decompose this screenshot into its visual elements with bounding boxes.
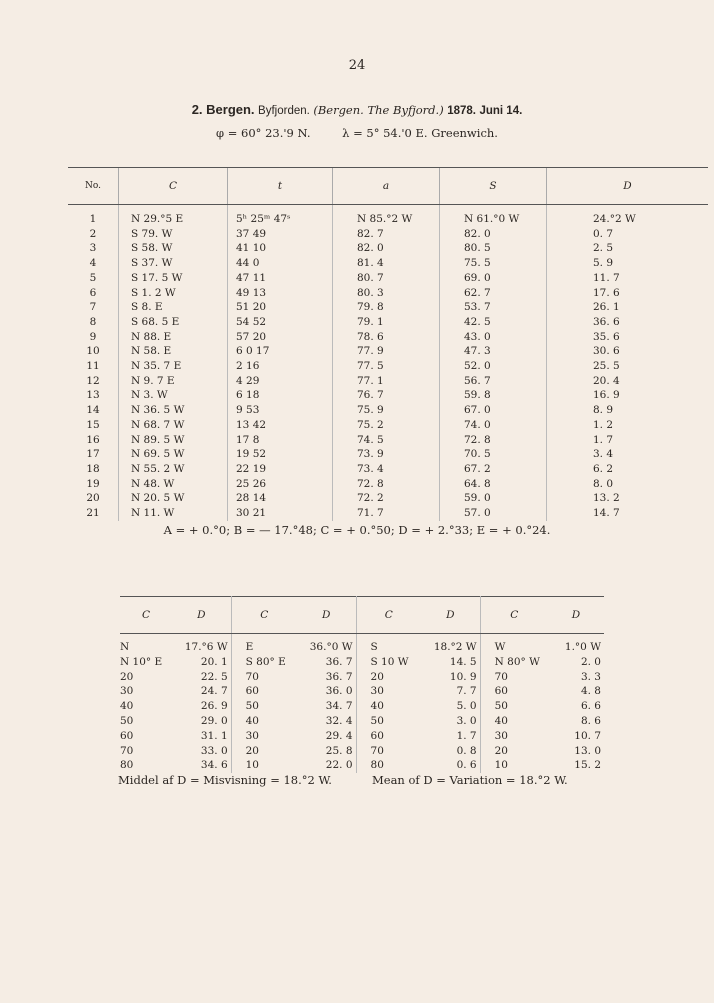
obs-c-cell: N 29.°5 E bbox=[119, 205, 228, 227]
header-no: No. bbox=[68, 168, 119, 205]
obs-no-cell: 4 bbox=[89, 257, 97, 270]
dev-d-cell: 31. 1 bbox=[172, 729, 231, 744]
obs-s-cell: 74. 0 bbox=[440, 418, 547, 433]
dev-header-c3: C bbox=[356, 597, 421, 634]
obs-d-cell: 24.°2 W bbox=[547, 205, 709, 227]
obs-s-cell: 67. 2 bbox=[440, 462, 547, 477]
footer-english: Mean of D = Variation = 18.°2 W. bbox=[372, 773, 568, 787]
dev-c-cell: 20 bbox=[370, 670, 384, 683]
dev-c-cell: 60 bbox=[120, 729, 134, 742]
observation-row bbox=[68, 271, 708, 286]
observation-row bbox=[68, 315, 708, 330]
dev-header-d3: D bbox=[421, 597, 480, 634]
dev-d-cell: 3. 0 bbox=[421, 714, 480, 729]
dev-d-cell: 2. 0 bbox=[580, 655, 601, 668]
obs-a-cell: 74. 5 bbox=[333, 433, 440, 448]
obs-t-cell: 6 0 17 bbox=[228, 344, 333, 359]
obs-d-cell: 5. 9 bbox=[547, 256, 709, 271]
dev-d-cell: 6. 6 bbox=[580, 700, 601, 713]
obs-s-cell: 56. 7 bbox=[440, 374, 547, 389]
dev-d-cell: 34. 6 bbox=[172, 758, 231, 773]
obs-a-cell: N 85.°2 W bbox=[333, 205, 440, 227]
obs-no-cell: 21 bbox=[86, 507, 100, 520]
obs-no-cell: 20 bbox=[86, 492, 100, 505]
obs-no-cell: 8 bbox=[89, 315, 97, 328]
place-name: Byfjorden. bbox=[258, 105, 310, 117]
dev-d-cell: 24. 7 bbox=[172, 684, 231, 699]
deviation-row bbox=[120, 729, 604, 744]
obs-t-cell: 54 52 bbox=[228, 315, 333, 330]
obs-s-cell: 47. 3 bbox=[440, 344, 547, 359]
obs-s-cell: N 61.°0 W bbox=[440, 205, 547, 227]
dev-c-cell: 50 bbox=[494, 700, 508, 713]
deviation-row bbox=[120, 744, 604, 759]
dev-c-cell: E bbox=[245, 641, 254, 653]
obs-t-cell: 51 20 bbox=[228, 300, 333, 315]
obs-no-cell: 12 bbox=[86, 374, 100, 387]
obs-a-cell: 71. 7 bbox=[333, 506, 440, 521]
dev-c-cell: 80 bbox=[370, 759, 384, 772]
dev-c-cell: 30 bbox=[494, 729, 508, 742]
obs-s-cell: 57. 0 bbox=[440, 506, 547, 521]
obs-t-cell: 4 29 bbox=[228, 374, 333, 389]
obs-no-cell: 11 bbox=[86, 360, 100, 373]
obs-s-cell: 62. 7 bbox=[440, 286, 547, 301]
dev-d-cell: 8. 6 bbox=[580, 714, 601, 727]
obs-a-cell: 80. 7 bbox=[333, 271, 440, 286]
obs-t-cell: 6 18 bbox=[228, 388, 333, 403]
dev-d-cell: 22. 0 bbox=[297, 758, 356, 773]
obs-s-cell: 53. 7 bbox=[440, 300, 547, 315]
dev-c-cell: 30 bbox=[370, 685, 384, 698]
dev-c-cell: 80 bbox=[120, 759, 134, 772]
coordinate-line bbox=[0, 126, 714, 140]
obs-a-cell: 73. 4 bbox=[333, 462, 440, 477]
obs-a-cell: 76. 7 bbox=[333, 388, 440, 403]
obs-c-cell: S 58. W bbox=[119, 241, 228, 256]
observation-row bbox=[68, 241, 708, 256]
obs-c-cell: N 68. 7 W bbox=[119, 418, 228, 433]
dev-c-cell: 70 bbox=[494, 670, 508, 683]
observations-table bbox=[68, 167, 708, 521]
obs-d-cell: 14. 7 bbox=[547, 506, 709, 521]
obs-t-cell: 57 20 bbox=[228, 330, 333, 345]
obs-a-cell: 79. 8 bbox=[333, 300, 440, 315]
page-number: 24 bbox=[348, 58, 366, 73]
observation-row bbox=[68, 491, 708, 506]
dev-c-cell: 70 bbox=[245, 670, 259, 683]
dev-header-d2: D bbox=[297, 597, 356, 634]
footer-norwegian: Middel af D = Misvisning = 18.°2 W. bbox=[118, 773, 332, 787]
observation-row bbox=[68, 344, 708, 359]
obs-d-cell: 1. 2 bbox=[547, 418, 709, 433]
obs-a-cell: 79. 1 bbox=[333, 315, 440, 330]
dev-d-cell: 20. 1 bbox=[172, 655, 231, 670]
dev-c-cell: 20 bbox=[494, 744, 508, 757]
obs-t-cell: 44 0 bbox=[228, 256, 333, 271]
obs-d-cell: 1. 7 bbox=[547, 433, 709, 448]
dev-c-cell: 40 bbox=[494, 714, 508, 727]
dev-d-cell: 36. 0 bbox=[297, 684, 356, 699]
obs-no-cell: 10 bbox=[86, 345, 100, 358]
obs-d-cell: 35. 6 bbox=[547, 330, 709, 345]
observation-row bbox=[68, 374, 708, 389]
deviation-row bbox=[120, 634, 604, 655]
observation-row bbox=[68, 506, 708, 521]
dev-header-c1: C bbox=[120, 597, 172, 634]
observation-row bbox=[68, 330, 708, 345]
observation-row bbox=[68, 433, 708, 448]
obs-no-cell: 16 bbox=[86, 433, 100, 446]
obs-d-cell: 2. 5 bbox=[547, 241, 709, 256]
obs-c-cell: N 55. 2 W bbox=[119, 462, 228, 477]
observation-row bbox=[68, 300, 708, 315]
observation-row bbox=[68, 388, 708, 403]
dev-d-cell: 0. 8 bbox=[421, 744, 480, 759]
dev-c-cell: 50 bbox=[370, 714, 384, 727]
obs-a-cell: 81. 4 bbox=[333, 256, 440, 271]
obs-c-cell: N 88. E bbox=[119, 330, 228, 345]
dev-c-cell: 30 bbox=[120, 685, 134, 698]
dev-c-cell: S bbox=[370, 641, 378, 653]
obs-d-cell: 36. 6 bbox=[547, 315, 709, 330]
obs-d-cell: 26. 1 bbox=[547, 300, 709, 315]
obs-no-cell: 13 bbox=[86, 389, 100, 402]
obs-no-cell: 1 bbox=[89, 213, 97, 225]
dev-c-cell: 20 bbox=[120, 670, 134, 683]
deviation-row bbox=[120, 714, 604, 729]
obs-d-cell: 6. 2 bbox=[547, 462, 709, 477]
obs-a-cell: 75. 2 bbox=[333, 418, 440, 433]
obs-no-cell: 19 bbox=[86, 477, 100, 490]
dev-c-cell: 40 bbox=[245, 714, 259, 727]
obs-c-cell: S 8. E bbox=[119, 300, 228, 315]
obs-c-cell: N 69. 5 W bbox=[119, 447, 228, 462]
dev-c-cell: 40 bbox=[120, 700, 134, 713]
dev-d-cell: 25. 8 bbox=[297, 744, 356, 759]
obs-s-cell: 52. 0 bbox=[440, 359, 547, 374]
obs-t-cell: 13 42 bbox=[228, 418, 333, 433]
deviation-table bbox=[120, 596, 604, 773]
obs-a-cell: 72. 8 bbox=[333, 477, 440, 492]
dev-c-cell: N 80° W bbox=[494, 655, 540, 668]
deviation-header-row bbox=[120, 597, 604, 634]
constants-line: A = + 0.°0; B = — 17.°48; C = + 0.°50; D = + 2.°33; E = + 0.°24. bbox=[163, 523, 551, 537]
dev-d-cell: 5. 0 bbox=[421, 699, 480, 714]
obs-c-cell: S 79. W bbox=[119, 227, 228, 242]
obs-a-cell: 82. 0 bbox=[333, 241, 440, 256]
dev-d-cell: 17.°6 W bbox=[172, 634, 231, 655]
obs-c-cell: N 36. 5 W bbox=[119, 403, 228, 418]
obs-d-cell: 25. 5 bbox=[547, 359, 709, 374]
dev-c-cell: 30 bbox=[245, 729, 259, 742]
observation-row bbox=[68, 403, 708, 418]
obs-a-cell: 72. 2 bbox=[333, 491, 440, 506]
obs-t-cell: 9 53 bbox=[228, 403, 333, 418]
dev-d-cell: 32. 4 bbox=[297, 714, 356, 729]
obs-c-cell: S 1. 2 W bbox=[119, 286, 228, 301]
obs-no-cell: 14 bbox=[86, 404, 100, 417]
obs-a-cell: 80. 3 bbox=[333, 286, 440, 301]
obs-s-cell: 69. 0 bbox=[440, 271, 547, 286]
obs-d-cell: 0. 7 bbox=[547, 227, 709, 242]
obs-s-cell: 42. 5 bbox=[440, 315, 547, 330]
latitude: φ = 60° 23.'9 N. bbox=[216, 126, 311, 140]
dev-d-cell: 34. 7 bbox=[297, 699, 356, 714]
obs-c-cell: S 37. W bbox=[119, 256, 228, 271]
obs-s-cell: 70. 5 bbox=[440, 447, 547, 462]
obs-t-cell: 2 16 bbox=[228, 359, 333, 374]
deviation-row bbox=[120, 758, 604, 773]
dev-c-cell: N bbox=[120, 641, 130, 653]
dev-c-cell: 50 bbox=[245, 700, 259, 713]
dev-header-d4: D bbox=[548, 597, 604, 634]
deviation-row bbox=[120, 655, 604, 670]
header-s: S bbox=[440, 168, 547, 205]
dev-d-cell: 36.°0 W bbox=[297, 634, 356, 655]
obs-t-cell: 30 21 bbox=[228, 506, 333, 521]
header-t: t bbox=[228, 168, 333, 205]
observation-row bbox=[68, 359, 708, 374]
obs-s-cell: 67. 0 bbox=[440, 403, 547, 418]
dev-d-cell: 15. 2 bbox=[574, 759, 601, 772]
dev-d-cell: 3. 3 bbox=[580, 670, 601, 683]
place-translation: (Bergen. The Byfjord.) bbox=[313, 103, 444, 117]
dev-header-d1: D bbox=[172, 597, 231, 634]
obs-d-cell: 8. 9 bbox=[547, 403, 709, 418]
obs-t-cell: 5ʰ 25ᵐ 47ˢ bbox=[228, 205, 333, 227]
header-a: a bbox=[333, 168, 440, 205]
observation-row bbox=[68, 256, 708, 271]
obs-t-cell: 49 13 bbox=[228, 286, 333, 301]
obs-c-cell: S 68. 5 E bbox=[119, 315, 228, 330]
deviation-row bbox=[120, 699, 604, 714]
observation-row bbox=[68, 205, 708, 227]
dev-d-cell: 36. 7 bbox=[297, 670, 356, 685]
obs-s-cell: 72. 8 bbox=[440, 433, 547, 448]
header-d: D bbox=[547, 168, 709, 205]
obs-no-cell: 18 bbox=[86, 462, 100, 475]
dev-c-cell: 70 bbox=[370, 744, 384, 757]
dev-d-cell: 10. 7 bbox=[574, 729, 601, 742]
dev-c-cell: S 10 W bbox=[370, 655, 409, 668]
longitude: λ = 5° 54.'0 E. Greenwich. bbox=[342, 126, 498, 140]
dev-d-cell: 22. 5 bbox=[172, 670, 231, 685]
dev-d-cell: 1. 7 bbox=[421, 729, 480, 744]
dev-d-cell: 0. 6 bbox=[421, 758, 480, 773]
obs-c-cell: N 58. E bbox=[119, 344, 228, 359]
obs-c-cell: S 17. 5 W bbox=[119, 271, 228, 286]
obs-no-cell: 7 bbox=[89, 301, 97, 314]
dev-c-cell: 70 bbox=[120, 744, 134, 757]
obs-s-cell: 82. 0 bbox=[440, 227, 547, 242]
obs-d-cell: 3. 4 bbox=[547, 447, 709, 462]
dev-header-c4: C bbox=[480, 597, 548, 634]
obs-c-cell: N 11. W bbox=[119, 506, 228, 521]
dev-c-cell: 60 bbox=[370, 729, 384, 742]
dev-d-cell: 18.°2 W bbox=[421, 634, 480, 655]
obs-no-cell: 5 bbox=[89, 271, 97, 284]
obs-t-cell: 25 26 bbox=[228, 477, 333, 492]
obs-t-cell: 37 49 bbox=[228, 227, 333, 242]
dev-c-cell: N 10° E bbox=[120, 655, 163, 668]
deviation-row bbox=[120, 670, 604, 685]
obs-s-cell: 64. 8 bbox=[440, 477, 547, 492]
obs-d-cell: 20. 4 bbox=[547, 374, 709, 389]
dev-c-cell: 10 bbox=[245, 759, 259, 772]
obs-d-cell: 13. 2 bbox=[547, 491, 709, 506]
dev-c-cell: 10 bbox=[494, 759, 508, 772]
observation-row bbox=[68, 286, 708, 301]
observation-row bbox=[68, 418, 708, 433]
observation-row bbox=[68, 462, 708, 477]
obs-no-cell: 2 bbox=[89, 227, 97, 240]
obs-s-cell: 80. 5 bbox=[440, 241, 547, 256]
obs-t-cell: 41 10 bbox=[228, 241, 333, 256]
observation-row bbox=[68, 227, 708, 242]
dev-c-cell: 60 bbox=[494, 685, 508, 698]
dev-header-c2: C bbox=[231, 597, 297, 634]
observation-row bbox=[68, 477, 708, 492]
dev-d-cell: 4. 8 bbox=[580, 685, 601, 698]
dev-d-cell: 14. 5 bbox=[421, 655, 480, 670]
header-c: C bbox=[119, 168, 228, 205]
obs-s-cell: 43. 0 bbox=[440, 330, 547, 345]
dev-d-cell: 29. 4 bbox=[297, 729, 356, 744]
obs-c-cell: N 9. 7 E bbox=[119, 374, 228, 389]
observation-row bbox=[68, 447, 708, 462]
obs-d-cell: 8. 0 bbox=[547, 477, 709, 492]
deviation-row bbox=[120, 684, 604, 699]
obs-t-cell: 19 52 bbox=[228, 447, 333, 462]
obs-no-cell: 6 bbox=[89, 286, 97, 299]
dev-d-cell: 26. 9 bbox=[172, 699, 231, 714]
obs-t-cell: 28 14 bbox=[228, 491, 333, 506]
dev-c-cell: W bbox=[494, 641, 506, 653]
obs-t-cell: 22 19 bbox=[228, 462, 333, 477]
dev-d-cell: 1.°0 W bbox=[564, 641, 601, 653]
obs-c-cell: N 20. 5 W bbox=[119, 491, 228, 506]
station-name: 2. Bergen. bbox=[191, 102, 255, 117]
obs-no-cell: 15 bbox=[86, 418, 100, 431]
obs-no-cell: 17 bbox=[86, 448, 100, 461]
obs-a-cell: 77. 5 bbox=[333, 359, 440, 374]
dev-c-cell: S 80° E bbox=[245, 655, 286, 668]
year: 1878. bbox=[447, 105, 476, 117]
obs-s-cell: 59. 0 bbox=[440, 491, 547, 506]
obs-a-cell: 77. 9 bbox=[333, 344, 440, 359]
obs-a-cell: 75. 9 bbox=[333, 403, 440, 418]
observations-header-row bbox=[68, 168, 708, 205]
dev-d-cell: 7. 7 bbox=[421, 684, 480, 699]
dev-c-cell: 50 bbox=[120, 714, 134, 727]
obs-a-cell: 77. 1 bbox=[333, 374, 440, 389]
dev-c-cell: 20 bbox=[245, 744, 259, 757]
obs-c-cell: N 3. W bbox=[119, 388, 228, 403]
obs-c-cell: N 35. 7 E bbox=[119, 359, 228, 374]
dev-d-cell: 29. 0 bbox=[172, 714, 231, 729]
obs-a-cell: 82. 7 bbox=[333, 227, 440, 242]
date: Juni 14. bbox=[479, 105, 523, 117]
obs-d-cell: 17. 6 bbox=[547, 286, 709, 301]
obs-d-cell: 16. 9 bbox=[547, 388, 709, 403]
dev-d-cell: 13. 0 bbox=[574, 744, 601, 757]
obs-no-cell: 9 bbox=[89, 330, 97, 343]
obs-a-cell: 78. 6 bbox=[333, 330, 440, 345]
obs-c-cell: N 89. 5 W bbox=[119, 433, 228, 448]
dev-c-cell: 60 bbox=[245, 685, 259, 698]
obs-s-cell: 75. 5 bbox=[440, 256, 547, 271]
obs-no-cell: 3 bbox=[89, 242, 97, 255]
obs-t-cell: 17 8 bbox=[228, 433, 333, 448]
dev-d-cell: 36. 7 bbox=[297, 655, 356, 670]
dev-c-cell: 40 bbox=[370, 700, 384, 713]
dev-d-cell: 33. 0 bbox=[172, 744, 231, 759]
obs-t-cell: 47 11 bbox=[228, 271, 333, 286]
title-line bbox=[0, 102, 714, 117]
dev-d-cell: 10. 9 bbox=[421, 670, 480, 685]
obs-s-cell: 59. 8 bbox=[440, 388, 547, 403]
obs-c-cell: N 48. W bbox=[119, 477, 228, 492]
obs-d-cell: 30. 6 bbox=[547, 344, 709, 359]
obs-d-cell: 11. 7 bbox=[547, 271, 709, 286]
obs-a-cell: 73. 9 bbox=[333, 447, 440, 462]
